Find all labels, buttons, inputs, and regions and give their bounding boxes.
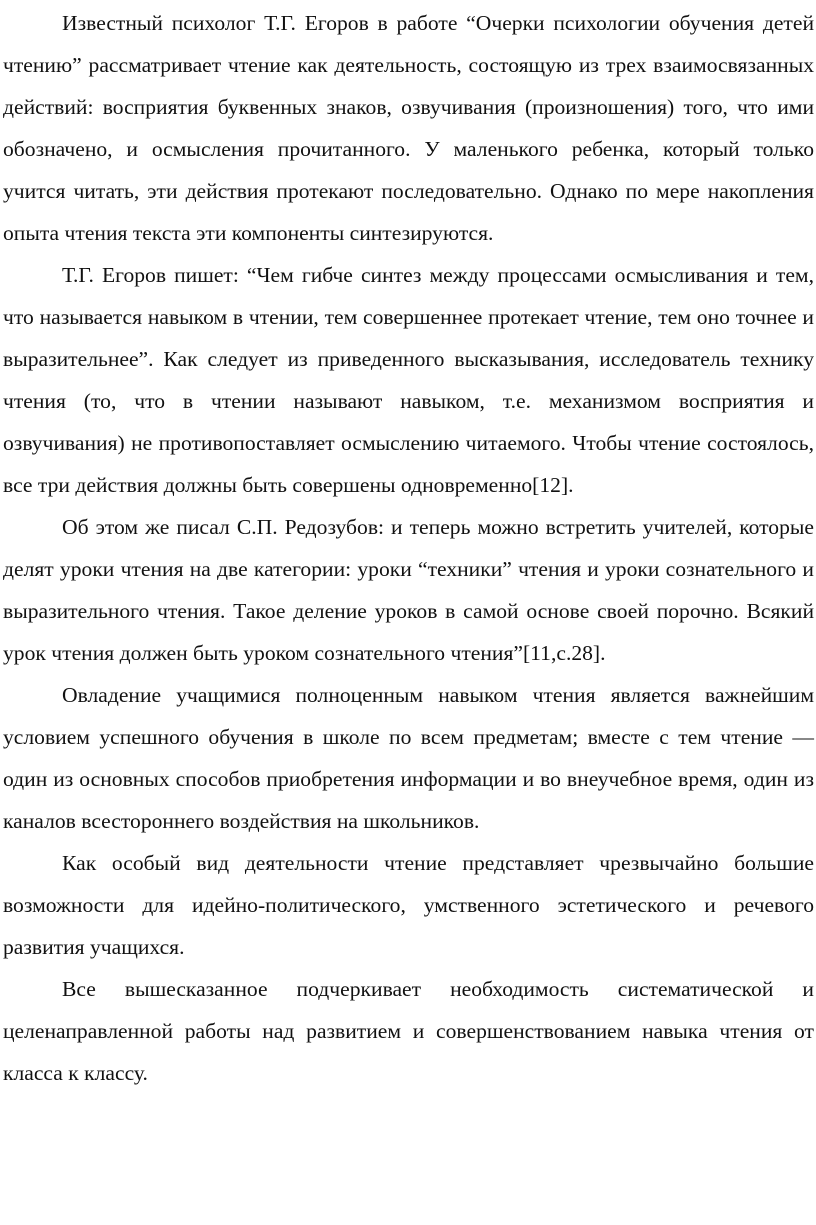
paragraph-1: Известный психолог Т.Г. Егоров в работе “Очерки психологии обучения детей чтению” рассматривает чтение как деятельность, состоящую из трех взаимосвязанных действий: восприятия буквенных знаков, озвучивания (произношения) того, что ими обозначено, и осмысления прочитанного. У маленького ребенка, который только учится читать, эти действия протекают последовательно. Однако по мере накопления опыта чтения текста эти компоненты синтезируются. [3,11,814,245]
paragraph-3: Об этом же писал С.П. Редозубов: и теперь можно встретить учителей, которые делят уроки чтения на две категории: уроки “техники” чтения и уроки сознательного и выразительного чтения. Такое деление уроков в самой основе своей порочно. Всякий урок чтения должен быть уроком сознательного чтения”[11,с.28]. [3,515,814,665]
paragraph-6: Все вышесказанное подчеркивает необходимость систематической и целенаправленной работы над развитием и совершенствованием навыка чтения от класса к классу. [3,977,814,1085]
paragraph-5: Как особый вид деятельности чтение представляет чрезвычайно большие возможности для идейно-политического, умственного эстетического и речевого развития учащихся. [3,851,814,959]
paragraph-4: Овладение учащимися полноценным навыком чтения является важнейшим условием успешного обучения в школе по всем предметам; вместе с тем чтение — один из основных способов приобретения информации и во внеучебное время, один из каналов всестороннего воздействия на школьников. [3,683,814,833]
paragraph-2: Т.Г. Егоров пишет: “Чем гибче синтез между процессами осмысливания и тем, что называется навыком в чтении, тем совершеннее протекает чтение, тем оно точнее и выразительнее”. Как следует из приведенного высказывания, исследователь технику чтения (то, что в чтении называют навыком, т.е. механизмом восприятия и озвучивания) не противопоставляет осмыслению читаемого. Чтобы чтение состоялось, все три действия должны быть совершены одновременно[12]. [3,263,814,497]
